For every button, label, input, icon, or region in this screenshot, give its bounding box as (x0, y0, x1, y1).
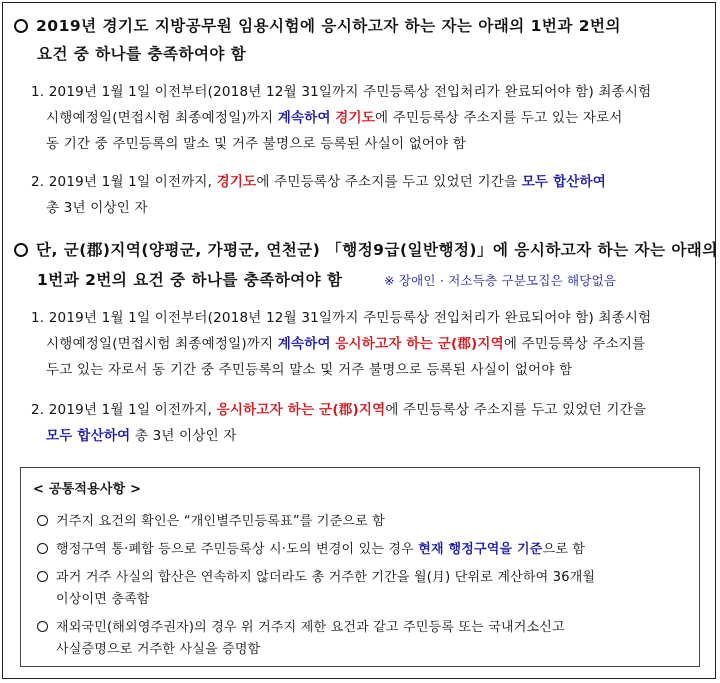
section2-item1-line2: 시행예정일(면접시험 최종예정일)까지 계속하여 응시하고자 하는 군(郡)지역에 주민등록상 주소지를 (46, 336, 646, 352)
section1-item1-line2: 시행예정일(면접시험 최종예정일)까지 계속하여 경기도에 주민등록상 주소지를 두고 있는 자로서 (46, 110, 623, 126)
section1-item2-line2: 총 3년 이상인 자 (46, 200, 148, 216)
common-item-1: 거주지 요건의 확인은 “개인별주민등록표”를 기준으로 함 (37, 510, 385, 529)
common-item-4-line1: 재외국민(해외영주권자)의 경우 위 거주지 제한 요건과 같고 주민등록 또는 국내거소신고 (37, 616, 565, 635)
highlight-current-district: 현재 행정구역을 기준 (418, 542, 543, 557)
section1-heading-line1: 2019년 경기도 지방공무원 임용시험에 응시하고자 하는 자는 아래의 1번과 2번의 (14, 14, 621, 36)
highlight-continuous: 계속하여 (277, 110, 331, 126)
common-rules-box (20, 467, 700, 667)
section1-item2-line1: 2. 2019년 1월 1일 이전까지, 경기도에 주민등록상 주소지를 두고 있었던 기간을 모두 합산하여 (31, 174, 607, 190)
section1-heading-line2: 요건 중 하나를 충족하여야 함 (37, 45, 247, 63)
section1-item1-line1: 1. 2019년 1월 1일 이전부터(2018년 12월 31일까지 주민등록상 전입처리가 완료되어야 함) 최종시험 (31, 84, 652, 100)
section1-item1-line3: 동 기간 중 주민등록의 말소 및 거주 불명으로 등록된 사실이 없어야 함 (46, 136, 467, 152)
circle-bullet-icon (14, 19, 28, 33)
highlight-target-county: 응시하고자 하는 군(郡)지역 (216, 402, 386, 418)
section2-item2-line2: 모두 합산하여 총 3년 이상인 자 (46, 428, 237, 444)
common-item-2: 행정구역 통·폐합 등으로 주민등록상 시·도의 변경이 있는 경우 현재 행정구역을 기준으로 함 (37, 538, 585, 557)
common-item-3-line2: 이상이면 충족함 (56, 592, 150, 607)
common-item-4-line2: 사실증명으로 거주한 사실을 증명함 (56, 642, 261, 657)
section2-heading-line2: 1번과 2번의 요건 중 하나를 충족하여야 함 (37, 271, 343, 289)
highlight-target-county: 응시하고자 하는 군(郡)지역 (335, 336, 504, 352)
highlight-sum-all: 모두 합산하여 (521, 174, 607, 190)
common-item-3-line1: 과거 거주 사실의 합산은 연속하지 않더라도 총 거주한 기간을 월(月) 단위로 계산하여 36개월 (37, 566, 595, 585)
section2-item2-line1: 2. 2019년 1월 1일 이전까지, 응시하고자 하는 군(郡)지역에 주민등록상 주소지를 두고 있었던 기간을 (31, 402, 647, 418)
highlight-continuous: 계속하여 (277, 336, 331, 352)
section2-note: ※ 장애인 · 저소득층 구분모집은 해당없음 (384, 273, 617, 288)
circle-bullet-icon (37, 571, 48, 582)
section2-heading-line1: 단, 군(郡)지역(양평군, 가평군, 연천군) 「행정9급(일반행정)」에 응시하고자 하는 자는 아래의 (14, 238, 718, 260)
highlight-sum-all: 모두 합산하여 (46, 428, 131, 444)
section2-item1-line3: 두고 있는 자로서 동 기간 중 주민등록의 말소 및 거주 불명으로 등록된 사실이 없어야 함 (46, 362, 573, 378)
circle-bullet-icon (37, 543, 48, 554)
circle-bullet-icon (37, 621, 48, 632)
highlight-gyeonggi: 경기도 (335, 110, 375, 126)
circle-bullet-icon (37, 515, 48, 526)
common-rules-title: < 공통적용사항 > (33, 482, 142, 497)
circle-bullet-icon (14, 243, 28, 257)
highlight-gyeonggi: 경기도 (216, 174, 257, 190)
section2-item1-line1: 1. 2019년 1월 1일 이전부터(2018년 12월 31일까지 주민등록상 전입처리가 완료되어야 함) 최종시험 (31, 310, 652, 326)
